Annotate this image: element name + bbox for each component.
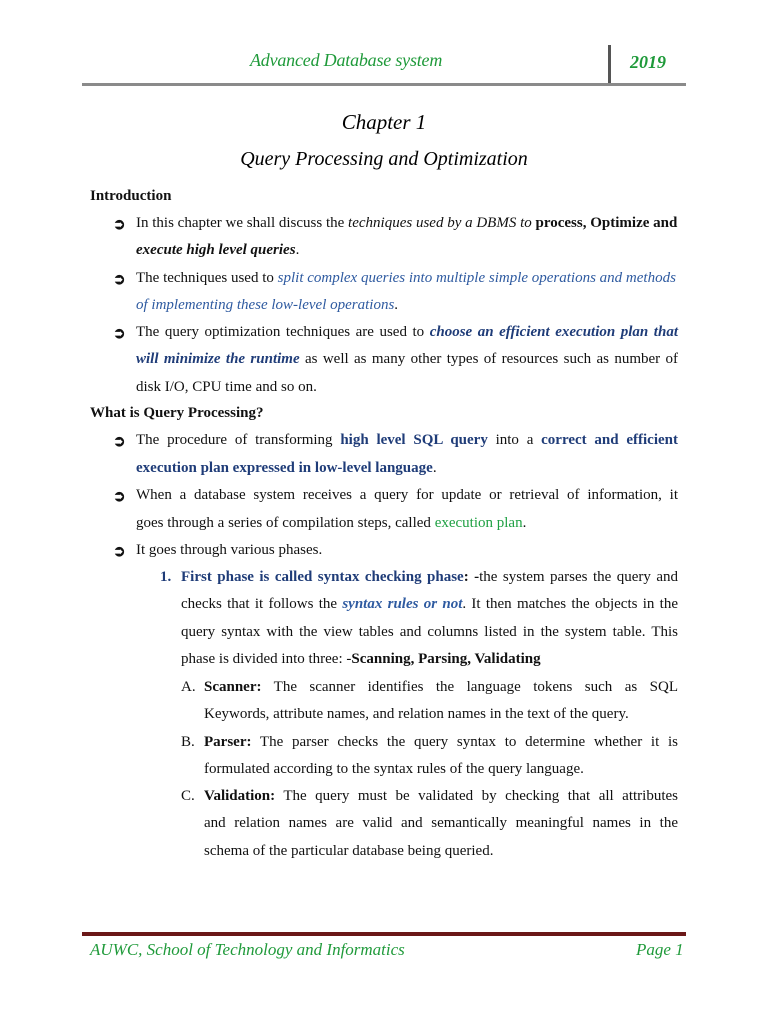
validation-line-2: and relation names are valid and semantically meaningful names in the (204, 815, 678, 831)
qp-bullet-3: It goes through various phases. (136, 542, 323, 558)
list-letter-b: B. (181, 734, 195, 750)
text-run: the system parses the query and (479, 569, 678, 585)
text-run: as well as many other types of resources such as number of (299, 351, 678, 367)
intro-bullet-3-line-2 (136, 351, 678, 368)
text-run: techniques used by a DBMS to (348, 215, 532, 231)
bullet-arrow-icon: ➲ (113, 272, 126, 288)
text-run: split complex queries into multiple simple operations and methods (277, 270, 676, 286)
bullet-arrow-icon: ➲ (113, 217, 126, 233)
text-run: . (295, 242, 300, 258)
page-number: Page 1 (636, 940, 684, 959)
text-run: of implementing these low-level operations (136, 297, 395, 313)
qp-bullet-2-line-1: When a database system receives a query for update or retrieval of information, it (136, 487, 678, 503)
text-run: The procedure of transforming (136, 432, 341, 448)
text-run: syntax rules or not (342, 596, 463, 612)
text-run: process, Optimize and (531, 215, 678, 231)
bullet-arrow-icon: ➲ (113, 544, 126, 560)
intro-bullet-3-line-1 (136, 324, 678, 341)
text-run: Validation: (204, 788, 276, 804)
text-run: checks that it follows the (181, 596, 343, 612)
text-run: The query must be validated by checking that all attributes (275, 788, 678, 804)
text-run: execute high level queries (136, 242, 296, 258)
text-run: In this chapter we shall discuss the (136, 215, 349, 231)
text-run: execution plan (434, 515, 523, 531)
phase-number: 1. (160, 569, 172, 585)
section-heading-query-processing: What is Query Processing? (90, 405, 264, 421)
text-run: The parser checks the query syntax to determine whether it is (251, 734, 678, 750)
scanner-line-2: Keywords, attribute names, and relation names in the text of the query. (204, 706, 629, 722)
bullet-arrow-icon: ➲ (113, 434, 126, 450)
header-rule (82, 83, 686, 86)
text-run: correct and efficient (541, 432, 678, 448)
qp-bullet-1-line-1 (136, 432, 678, 449)
text-run: . (394, 297, 399, 313)
text-run: will minimize the runtime (136, 351, 300, 367)
text-run: The query optimization techniques are used to (136, 324, 430, 340)
text-run: The techniques used to (136, 270, 278, 286)
text-run: Parser: (204, 734, 252, 750)
text-run: choose an efficient execution plan that (429, 324, 678, 340)
section-heading-introduction: Introduction (90, 188, 172, 204)
qp-bullet-2-line-2 (136, 515, 526, 532)
chapter-subtitle: Query Processing and Optimization (240, 148, 528, 170)
text-run: high level SQL query (340, 432, 488, 448)
parser-line-2: formulated according to the syntax rules of the query language. (204, 761, 584, 777)
text-run: phase is divided into three: - (181, 651, 352, 667)
parser-line-1 (204, 734, 678, 751)
footer-institution: AUWC, School of Technology and Informatics (90, 940, 405, 959)
phase1-line-2 (181, 596, 678, 613)
intro-bullet-3-line-3: disk I/O, CPU time and so on. (136, 379, 317, 395)
text-run: . It then matches the objects in the (462, 596, 678, 612)
text-run: First phase is called syntax checking phase (181, 569, 464, 585)
bullet-arrow-icon: ➲ (113, 326, 126, 342)
text-run: . (432, 460, 437, 476)
footer-rule (82, 932, 686, 936)
header-title: Advanced Database system (250, 50, 443, 70)
list-letter-c: C. (181, 788, 195, 804)
chapter-title: Chapter 1 (341, 110, 427, 134)
text-run: execution plan expressed in low-level language (136, 460, 433, 476)
phase1-line-3: query syntax with the view tables and columns listed in the system table. This (181, 624, 678, 640)
validation-line-1 (204, 788, 678, 805)
qp-bullet-1-line-2 (136, 460, 437, 477)
text-run: into a (487, 432, 542, 448)
intro-bullet-2-line-1 (136, 270, 676, 287)
text-run: goes through a series of compilation steps, called (136, 515, 435, 531)
header-year: 2019 (630, 52, 666, 72)
scanner-line-1 (204, 679, 678, 696)
intro-bullet-2-line-2 (136, 297, 398, 314)
intro-bullet-1-line-1 (136, 215, 677, 232)
text-run: Scanner: (204, 679, 262, 695)
phase1-line-1 (181, 569, 678, 586)
bullet-arrow-icon: ➲ (113, 489, 126, 505)
text-run: The scanner identifies the language tokens such as SQL (261, 679, 678, 695)
header-divider (608, 45, 611, 83)
text-run: Scanning, Parsing, Validating (351, 651, 541, 667)
text-run: . (522, 515, 527, 531)
intro-bullet-1-line-2 (136, 242, 299, 259)
list-letter-a: A. (181, 679, 196, 695)
phase1-line-4 (181, 651, 541, 668)
validation-line-3: schema of the particular database being queried. (204, 843, 494, 859)
text-run: : - (463, 569, 480, 585)
